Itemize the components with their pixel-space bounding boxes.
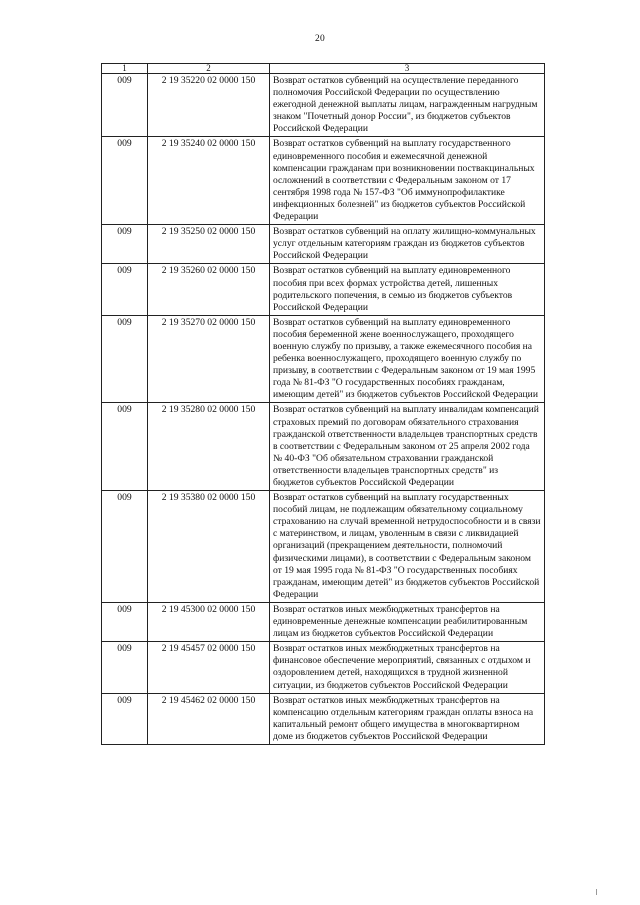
header-row: [102, 64, 545, 74]
table-row: [102, 74, 545, 137]
column-header-2: 2: [148, 64, 270, 74]
revenue-description: Возврат остатков субвенций на выплату государственных пособий лицам, не подлежащим обязательному социальному страхованию на случай временной нетрудоспособности и в связи с материнством, и лицам, уволенным в связи с ликвидацией организаций (прекращением деятельности, полномочий физическими лицами), в соответствии с Федеральным законом от 19 мая 1995 года № 81-ФЗ "О государственных пособиях гражданам, имеющим детей" из бюджетов субъектов Российской Федерации: [270, 491, 545, 603]
budget-code-table: [101, 63, 545, 745]
revenue-description: Возврат остатков субвенций на выплату единовременного пособия беременной жене военнослужащего, проходящего военную службу по призыву, а также ежемесячного пособия на ребенка военнослужащего, проходящего военную службу по призыву, в соответствии с Федеральным законом от 19 мая 1995 года № 81-ФЗ "О государственных пособиях гражданам, имеющим детей" из бюджетов субъектов Российской Федерации: [270, 315, 545, 403]
revenue-description: Возврат остатков субвенций на осуществление переданного полномочия Российской Федерации по осуществлению ежегодной денежной выплаты лицам, награжденным нагрудным знаком "Почетный донор России", из бюджетов субъектов Российской Федерации: [270, 74, 545, 137]
table-row: [102, 491, 545, 603]
table-row: [102, 602, 545, 641]
administrator-code: 009: [102, 74, 148, 137]
revenue-code: 2 19 45457 02 0000 150: [148, 642, 270, 693]
revenue-code: 2 19 35240 02 0000 150: [148, 137, 270, 225]
administrator-code: 009: [102, 602, 148, 641]
column-header-1: 1: [102, 64, 148, 74]
revenue-code: 2 19 35380 02 0000 150: [148, 491, 270, 603]
revenue-code: 2 19 45462 02 0000 150: [148, 693, 270, 744]
column-header-3: 3: [270, 64, 545, 74]
administrator-code: 009: [102, 315, 148, 403]
administrator-code: 009: [102, 264, 148, 315]
administrator-code: 009: [102, 225, 148, 264]
table-row: [102, 137, 545, 225]
revenue-code: 2 19 35250 02 0000 150: [148, 225, 270, 264]
revenue-description: Возврат остатков субвенций на выплату государственного единовременного пособия и ежемесячной денежной компенсации гражданам при возникновении поствакцинальных осложнений в соответствии с Федеральным законом от 17 сентября 1998 года № 157-ФЗ "Об иммунопрофилактике инфекционных болезней" из бюджетов субъектов Российской Федерации: [270, 137, 545, 225]
revenue-description: Возврат остатков субвенций на выплату единовременного пособия при всех формах устройства детей, лишенных родительского попечения, в семью из бюджетов субъектов Российской Федерации: [270, 264, 545, 315]
revenue-description: Возврат остатков субвенций на оплату жилищно-коммунальных услуг отдельным категориям граждан из бюджетов субъектов Российской Федерации: [270, 225, 545, 264]
table-row: [102, 264, 545, 315]
revenue-description: Возврат остатков субвенций на выплату инвалидам компенсаций страховых премий по договорам обязательного страхования гражданской ответственности владельцев транспортных средств в соответствии с Федеральным законом от 25 апреля 2002 года № 40-ФЗ "Об обязательном страховании гражданской ответственности владельцев транспортных средств" из бюджетов субъектов Российской Федерации: [270, 403, 545, 491]
revenue-code: 2 19 45300 02 0000 150: [148, 602, 270, 641]
revenue-description: Возврат остатков иных межбюджетных трансфертов на компенсацию отдельным категориям граждан оплаты взноса на капитальный ремонт общего имущества в многоквартирном доме из бюджетов субъектов Российской Федерации: [270, 693, 545, 744]
revenue-description: Возврат остатков иных межбюджетных трансфертов на единовременные денежные компенсации реабилитированным лицам из бюджетов субъектов Российской Федерации: [270, 602, 545, 641]
administrator-code: 009: [102, 403, 148, 491]
page-number: 20: [315, 34, 325, 44]
revenue-code: 2 19 35280 02 0000 150: [148, 403, 270, 491]
table-row: [102, 642, 545, 693]
revenue-description: Возврат остатков иных межбюджетных трансфертов на финансовое обеспечение мероприятий, связанных с отдыхом и оздоровлением детей, находящихся в трудной жизненной ситуации, из бюджетов субъектов Российской Федерации: [270, 642, 545, 693]
revenue-code: 2 19 35260 02 0000 150: [148, 264, 270, 315]
administrator-code: 009: [102, 693, 148, 744]
table-row: [102, 225, 545, 264]
revenue-code: 2 19 35220 02 0000 150: [148, 74, 270, 137]
administrator-code: 009: [102, 137, 148, 225]
table-row: [102, 693, 545, 744]
revenue-code: 2 19 35270 02 0000 150: [148, 315, 270, 403]
administrator-code: 009: [102, 491, 148, 603]
table-row: [102, 403, 545, 491]
scan-artifact-mark: [596, 889, 597, 895]
administrator-code: 009: [102, 642, 148, 693]
table-row: [102, 315, 545, 403]
